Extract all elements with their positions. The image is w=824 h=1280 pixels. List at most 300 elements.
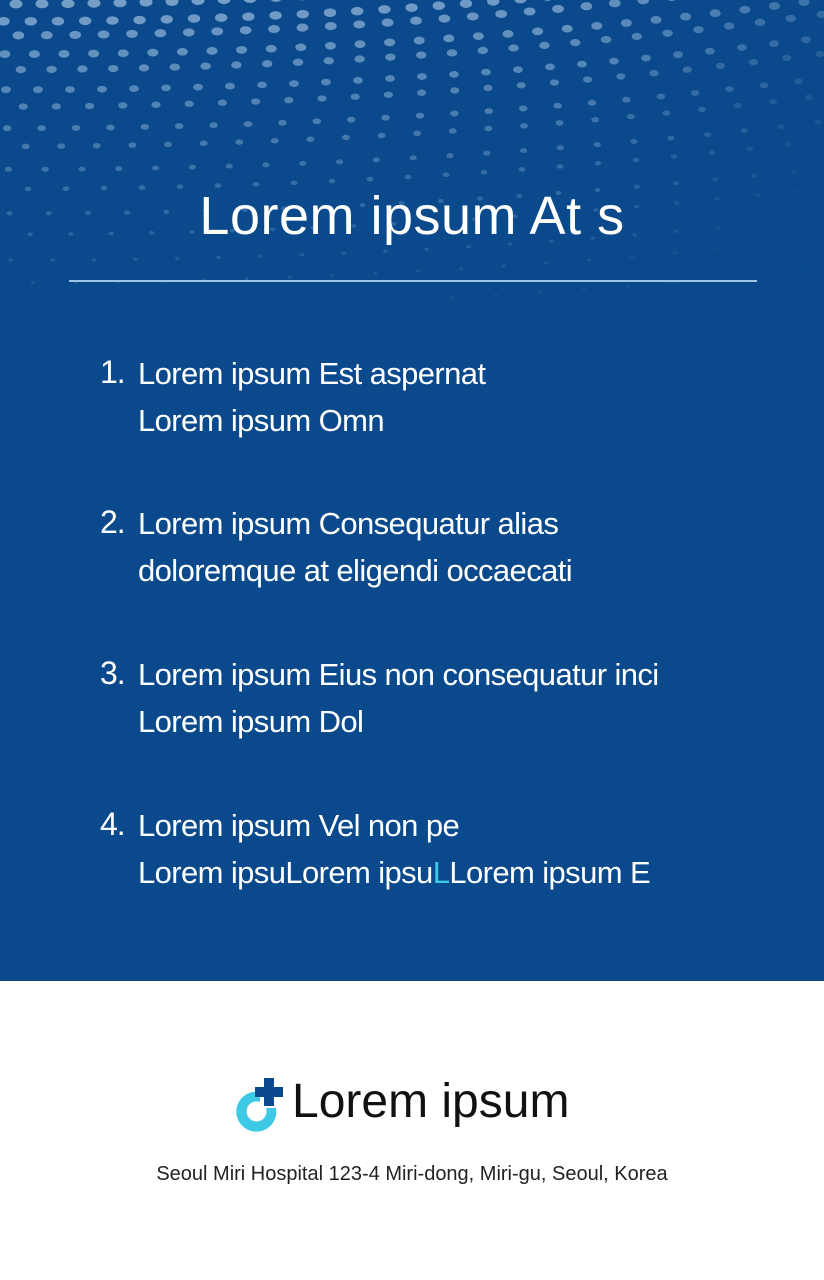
- pattern-dot: [513, 66, 523, 73]
- pattern-dot: [258, 255, 263, 258]
- pattern-dot: [626, 285, 629, 287]
- pattern-dot: [751, 173, 757, 177]
- pattern-dot: [161, 85, 171, 92]
- pattern-dot: [485, 108, 494, 114]
- pattern-dot: [805, 95, 813, 100]
- list-item-number: 3.: [100, 655, 125, 691]
- pattern-dot: [816, 11, 824, 18]
- highlighted-letter: L: [432, 855, 450, 890]
- pattern-dot: [192, 0, 205, 5]
- pattern-dot: [244, 0, 257, 3]
- pattern-dot: [791, 169, 797, 173]
- pattern-dot: [539, 42, 549, 49]
- pattern-dot: [225, 83, 235, 90]
- pattern-dot: [114, 0, 127, 7]
- pattern-dot: [633, 158, 640, 163]
- pattern-dot: [481, 170, 488, 175]
- pattern-dot: [36, 0, 49, 8]
- pattern-dot: [133, 258, 138, 261]
- pattern-dot: [725, 86, 734, 92]
- pattern-dot: [206, 47, 217, 55]
- pattern-dot: [649, 70, 658, 76]
- pattern-dot: [271, 138, 279, 143]
- pattern-dot: [467, 12, 479, 20]
- list-item-line: Lorem ipsum Consequatur alias: [138, 506, 559, 541]
- pattern-dot: [494, 294, 497, 296]
- pattern-dot: [52, 17, 64, 26]
- pattern-dot: [106, 16, 118, 25]
- pattern-dot: [79, 17, 91, 26]
- pattern-dot: [164, 142, 172, 147]
- pattern-dot: [758, 274, 761, 276]
- pattern-dot: [405, 3, 417, 12]
- pattern-dot: [269, 11, 281, 20]
- pattern-dot: [97, 86, 107, 93]
- pattern-dot: [297, 24, 309, 32]
- pattern-dot: [680, 13, 691, 21]
- pattern-dot: [33, 86, 43, 93]
- pattern-dot: [57, 143, 65, 148]
- list-item-line: [138, 849, 738, 896]
- pattern-dot: [622, 97, 631, 103]
- pattern-dot: [583, 76, 592, 82]
- pattern-dot: [373, 272, 377, 275]
- pattern-dot: [155, 29, 167, 37]
- list-item-line: Lorem ipsum Eius non consequatur inci: [138, 657, 659, 692]
- pattern-dot: [662, 30, 672, 37]
- pattern-dot: [416, 270, 420, 273]
- pattern-dot: [538, 292, 541, 294]
- pattern-dot: [519, 106, 528, 112]
- pattern-dot: [189, 165, 196, 170]
- pattern-dot: [295, 43, 306, 51]
- pattern-dot: [627, 114, 635, 119]
- pattern-dot: [778, 124, 785, 129]
- pattern-dot: [424, 247, 429, 250]
- pattern-dot: [41, 31, 53, 39]
- pattern-dot: [321, 79, 331, 86]
- medical-cross-logo-icon: [230, 1078, 286, 1134]
- pattern-dot: [317, 95, 326, 101]
- pattern-dot: [553, 103, 562, 109]
- pattern-dot: [782, 55, 791, 61]
- list-item-number: 1.: [100, 354, 125, 390]
- pattern-dot: [459, 267, 463, 270]
- pattern-dot: [299, 161, 306, 166]
- pattern-dot: [417, 90, 426, 96]
- pattern-dot: [211, 27, 223, 35]
- pattern-dot: [215, 13, 227, 22]
- pattern-dot: [786, 15, 796, 22]
- pattern-dot: [517, 82, 526, 88]
- pattern-dot: [58, 50, 69, 58]
- pattern-dot: [313, 118, 322, 124]
- pattern-dot: [218, 0, 231, 4]
- pattern-dot: [760, 82, 769, 88]
- pattern-dot: [52, 103, 61, 109]
- pattern-dot: [514, 0, 526, 3]
- pattern-dot: [106, 125, 115, 131]
- pattern-dot: [416, 113, 425, 119]
- pattern-dot: [556, 120, 564, 125]
- list-item-line-part: Lorem ipsuLorem ipsu: [138, 855, 433, 890]
- pattern-dot: [704, 132, 711, 137]
- pattern-dot: [450, 87, 459, 93]
- pattern-dot: [126, 30, 138, 38]
- pattern-dot: [667, 136, 674, 141]
- pattern-dot: [446, 153, 453, 158]
- pattern-dot: [151, 102, 160, 108]
- pattern-dot: [483, 85, 492, 91]
- pattern-dot: [351, 7, 363, 16]
- pattern-dot: [284, 97, 293, 103]
- pattern-dot: [588, 100, 597, 106]
- pattern-dot: [484, 126, 492, 131]
- pattern-dot: [77, 65, 87, 72]
- pattern-dot: [175, 257, 180, 260]
- pattern-dot: [798, 0, 809, 6]
- pattern-dot: [367, 177, 374, 182]
- pattern-dot: [443, 172, 450, 177]
- pattern-dot: [801, 36, 811, 43]
- pattern-dot: [450, 297, 453, 299]
- pattern-dot: [609, 58, 619, 65]
- pattern-dot: [342, 135, 350, 140]
- pattern-dot: [544, 262, 548, 265]
- pattern-dot: [306, 136, 314, 141]
- pattern-dot: [449, 71, 459, 78]
- pattern-dot: [417, 73, 427, 80]
- pattern-dot: [385, 75, 395, 82]
- pattern-dot: [595, 161, 602, 166]
- pattern-dot: [324, 57, 334, 64]
- pattern-dot: [691, 90, 700, 96]
- pattern-dot: [88, 0, 101, 8]
- pattern-dot: [0, 17, 10, 26]
- pattern-dot: [341, 252, 346, 255]
- pattern-dot: [557, 145, 564, 150]
- pattern-dot: [382, 19, 394, 27]
- pattern-dot: [300, 253, 305, 256]
- pattern-dot: [785, 142, 792, 147]
- brand-name: Lorem ipsum: [292, 1075, 570, 1128]
- pattern-dot: [587, 259, 591, 262]
- pattern-dot: [502, 265, 506, 268]
- pattern-dot: [616, 73, 625, 79]
- pattern-dot: [188, 14, 200, 23]
- pattern-dot: [129, 85, 139, 92]
- pattern-dot: [621, 19, 632, 27]
- pattern-dot: [460, 0, 472, 8]
- pattern-dot: [37, 125, 46, 131]
- address-text: Seoul Miri Hospital 123-4 Miri-dong, Miri-gu, Seoul, Korea: [156, 1163, 668, 1185]
- pattern-dot: [324, 8, 336, 17]
- pattern-dot: [347, 117, 356, 123]
- list-item-line: Lorem ipsum Est aspernat: [138, 356, 486, 391]
- pattern-dot: [8, 258, 13, 261]
- pattern-dot: [630, 255, 634, 258]
- pattern-dot: [297, 10, 309, 19]
- pattern-dot: [354, 40, 365, 48]
- pattern-dot: [72, 125, 81, 131]
- pattern-dot: [13, 31, 25, 39]
- pattern-dot: [16, 66, 26, 73]
- pattern-dot: [609, 0, 621, 7]
- pattern-dot: [236, 46, 247, 54]
- pattern-dot: [581, 2, 593, 10]
- pattern-dot: [288, 276, 292, 279]
- pattern-dot: [637, 0, 649, 4]
- pattern-dot: [373, 157, 380, 162]
- pattern-dot: [632, 33, 642, 40]
- pattern-dot: [683, 66, 692, 72]
- pattern-dot: [802, 270, 805, 272]
- pattern-dot: [3, 125, 12, 131]
- pattern-dot: [108, 65, 118, 72]
- pattern-dot: [405, 175, 412, 180]
- pattern-dot: [520, 148, 527, 153]
- pattern-dot: [478, 47, 488, 54]
- pattern-dot: [716, 248, 720, 251]
- pattern-dot: [200, 62, 210, 69]
- pattern-dot: [268, 25, 280, 33]
- pattern-dot: [378, 5, 390, 14]
- pattern-dot: [62, 0, 75, 8]
- pattern-dot: [140, 0, 153, 7]
- pattern-dot: [244, 121, 253, 127]
- pattern-dot: [262, 60, 272, 67]
- pattern-dot: [724, 22, 734, 29]
- pattern-dot: [19, 103, 28, 109]
- pattern-dot: [410, 17, 422, 25]
- pattern-dot: [755, 19, 765, 26]
- list-item-number: 2.: [100, 504, 125, 540]
- brand-logo: [230, 1076, 590, 1136]
- page-title: Lorem ipsum At s: [199, 186, 625, 246]
- pattern-dot: [115, 166, 122, 171]
- pattern-dot: [98, 30, 110, 38]
- pattern-dot: [710, 9, 721, 17]
- pattern-dot: [657, 93, 666, 99]
- pattern-dot: [671, 154, 678, 159]
- pattern-dot: [353, 20, 365, 28]
- pattern-dot: [747, 146, 754, 151]
- list-item-line: Lorem ipsum Vel non pe: [138, 808, 460, 843]
- pattern-dot: [240, 26, 252, 34]
- pattern-dot: [495, 10, 507, 18]
- pattern-dot: [5, 167, 12, 172]
- pattern-dot: [175, 123, 184, 129]
- pattern-dot: [673, 251, 677, 254]
- pattern-dot: [381, 115, 390, 121]
- pattern-dot: [226, 164, 233, 169]
- pattern-dot: [577, 61, 587, 68]
- pattern-dot: [741, 128, 748, 133]
- pattern-dot: [769, 40, 779, 47]
- pattern-dot: [118, 102, 127, 108]
- pattern-dot: [410, 155, 417, 160]
- pattern-dot: [183, 28, 195, 36]
- pattern-dot: [193, 84, 203, 91]
- pattern-dot: [85, 103, 94, 109]
- pattern-dot: [794, 78, 803, 84]
- pattern-dot: [177, 48, 188, 56]
- pattern-dot: [141, 124, 150, 130]
- pattern-dot: [42, 167, 49, 172]
- pattern-dot: [78, 167, 85, 172]
- pattern-dot: [487, 0, 499, 6]
- pattern-dot: [532, 28, 543, 36]
- pattern-dot: [0, 50, 10, 58]
- pattern-dot: [251, 98, 260, 104]
- pattern-dot: [557, 164, 564, 169]
- pattern-dot: [351, 94, 360, 100]
- pattern-dot: [502, 30, 513, 38]
- pattern-dot: [519, 167, 526, 172]
- pattern-dot: [591, 117, 599, 122]
- pattern-dot: [29, 50, 40, 58]
- pattern-dot: [693, 26, 703, 33]
- pattern-dot: [712, 177, 718, 181]
- pattern-dot: [650, 16, 661, 24]
- pattern-dot: [266, 45, 277, 53]
- pattern-dot: [270, 0, 283, 2]
- pattern-dot: [330, 274, 334, 277]
- pattern-dot: [262, 162, 269, 167]
- pattern-dot: [216, 256, 221, 259]
- pattern-dot: [447, 49, 457, 56]
- pattern-dot: [152, 165, 159, 170]
- pattern-dot: [582, 289, 585, 291]
- pattern-dot: [443, 35, 454, 43]
- pattern-dot: [293, 59, 303, 66]
- pattern-dot: [545, 64, 555, 71]
- pattern-dot: [118, 49, 129, 57]
- pattern-dot: [22, 144, 30, 149]
- pattern-dot: [336, 159, 343, 164]
- pattern-dot: [550, 79, 559, 85]
- pattern-dot: [481, 69, 491, 76]
- pattern-dot: [662, 110, 670, 115]
- pattern-dot: [161, 15, 173, 24]
- footer: [0, 981, 824, 1280]
- pattern-dot: [10, 0, 23, 9]
- pattern-dot: [570, 39, 580, 46]
- pattern-dot: [630, 139, 637, 144]
- pattern-dot: [705, 48, 715, 55]
- pattern-dot: [552, 5, 564, 13]
- pattern-dot: [242, 12, 254, 21]
- pattern-dot: [235, 139, 243, 144]
- pattern-dot: [769, 2, 780, 10]
- title-divider: [69, 280, 757, 282]
- pattern-dot: [413, 131, 421, 136]
- pattern-dot: [524, 7, 536, 15]
- pattern-dot: [716, 63, 725, 69]
- pattern-dot: [450, 111, 459, 117]
- pattern-dot: [541, 0, 553, 1]
- pattern-dot: [185, 101, 194, 107]
- pattern-dot: [329, 179, 336, 184]
- pattern-dot: [666, 0, 678, 1]
- pattern-dot: [591, 22, 602, 30]
- pattern-dot: [439, 15, 451, 23]
- pattern-dot: [414, 37, 425, 45]
- list-item-line: doloremque at eligendi occaecati: [138, 553, 573, 588]
- pattern-dot: [325, 42, 336, 50]
- list-item-number: 4.: [100, 806, 125, 842]
- list-item-line: Lorem ipsum Dol: [138, 704, 364, 739]
- pattern-dot: [815, 51, 824, 57]
- list-item-line: Lorem ipsum Omn: [138, 403, 384, 438]
- pattern-dot: [562, 25, 573, 33]
- pattern-dot: [473, 32, 484, 40]
- pattern-dot: [416, 51, 426, 58]
- pattern-dot: [385, 53, 395, 60]
- pattern-dot: [739, 6, 750, 14]
- pattern-dot: [384, 39, 395, 47]
- pattern-dot: [92, 258, 97, 261]
- pattern-dot: [325, 22, 337, 30]
- pattern-dot: [69, 31, 81, 39]
- pattern-dot: [278, 120, 287, 126]
- pattern-dot: [1, 86, 11, 93]
- pattern-dot: [218, 100, 227, 106]
- pattern-dot: [594, 142, 601, 147]
- pattern-dot: [25, 17, 37, 26]
- pattern-dot: [50, 258, 55, 261]
- pattern-dot: [170, 63, 180, 70]
- pattern-dot: [698, 107, 706, 112]
- dot-pattern-background: [0, 0, 824, 300]
- pattern-dot: [378, 133, 386, 138]
- pattern-dot: [520, 123, 528, 128]
- pattern-dot: [734, 103, 742, 108]
- pattern-dot: [601, 36, 611, 43]
- pattern-dot: [133, 16, 145, 25]
- pattern-dot: [139, 64, 149, 71]
- list-item-line-part: Lorem ipsum E: [449, 855, 651, 890]
- pattern-dot: [737, 44, 747, 51]
- pattern-dot: [31, 281, 35, 284]
- pattern-dot: [353, 77, 363, 84]
- pattern-dot: [769, 99, 777, 104]
- pattern-dot: [93, 143, 101, 148]
- pattern-dot: [673, 51, 683, 58]
- pattern-dot: [209, 122, 218, 128]
- pattern-dot: [641, 55, 651, 62]
- pattern-dot: [354, 55, 364, 62]
- pattern-dot: [483, 151, 490, 156]
- pattern-dot: [46, 66, 56, 73]
- pattern-dot: [508, 44, 518, 51]
- pattern-dot: [147, 49, 158, 57]
- pattern-dot: [433, 1, 445, 10]
- pattern-dot: [670, 282, 673, 284]
- pattern-dot: [231, 61, 241, 68]
- pattern-dot: [128, 142, 136, 147]
- pattern-dot: [289, 80, 299, 87]
- pattern-dot: [65, 86, 75, 93]
- pattern-dot: [709, 150, 716, 155]
- pattern-dot: [384, 92, 393, 98]
- pattern-dot: [200, 141, 208, 146]
- pattern-dot: [383, 250, 388, 253]
- pattern-dot: [166, 0, 179, 6]
- pattern-dot: [88, 50, 99, 58]
- pattern-dot: [814, 120, 821, 125]
- pattern-dot: [749, 59, 758, 65]
